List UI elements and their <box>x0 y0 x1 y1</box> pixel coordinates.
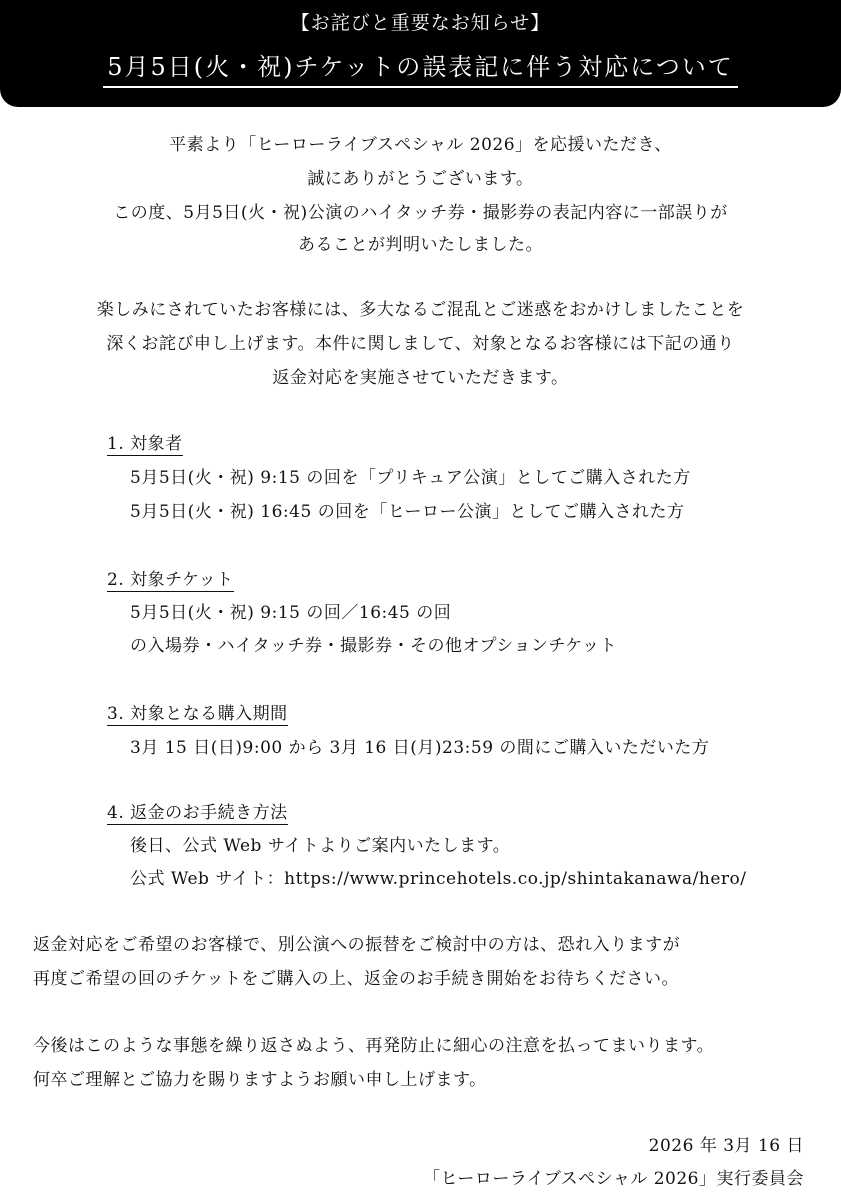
intro-line: この度、5月5日(火・祝)公演のハイタッチ券・撮影券の表記内容に一部誤りが <box>113 203 728 223</box>
apology-line: 楽しみにされていたお客様には、多大なるご混乱とご迷惑をおかけしましたことを <box>96 300 745 320</box>
header-title-wrap <box>0 48 841 88</box>
transfer-note-line: 返金対応をご希望のお客様で、別公演への振替をご検討中の方は、恐れ入りますが <box>33 935 681 955</box>
intro-line: あることが判明いたしました。 <box>298 235 543 255</box>
section-line: の入場券・ハイタッチ券・撮影券・その他オプションチケット <box>130 636 617 656</box>
notice-header <box>0 0 841 107</box>
section-title-purchase-period: 3. 対象となる購入期間 <box>107 704 288 724</box>
section-line: 5月5日(火・祝) 9:15 の回を「プリキュア公演」としてご購入された方 <box>130 468 691 488</box>
section-title-target-tickets: 2. 対象チケット <box>107 570 234 590</box>
section-line: 後日、公式 Web サイトよりご案内いたします。 <box>130 836 511 856</box>
section-line: 5月5日(火・祝) 16:45 の回を「ヒーロー公演」としてご購入された方 <box>130 502 685 522</box>
header-title: 5月5日(火・祝)チケットの誤表記に伴う対応について <box>103 48 738 88</box>
apology-line: 返金対応を実施させていただきます。 <box>272 368 569 388</box>
intro-line: 誠にありがとうございます。 <box>307 169 534 189</box>
section-line: 3月 15 日(日)9:00 から 3月 16 日(月)23:59 の間にご購入いただいた方 <box>130 738 710 758</box>
intro-line: 平素より「ヒーローライブスペシャル 2026」を応援いただき、 <box>169 135 672 155</box>
section-line: 5月5日(火・祝) 9:15 の回／16:45 の回 <box>130 603 452 623</box>
closing-line: 何卒ご理解とご協力を賜りますようお願い申し上げます。 <box>33 1070 487 1090</box>
transfer-note-line: 再度ご希望の回のチケットをご購入の上、返金のお手続き開始をお待ちください。 <box>33 969 679 989</box>
signature-organizer: 「ヒーローライブスペシャル 2026」実行委員会 <box>423 1169 804 1189</box>
section-title-refund-procedure: 4. 返金のお手続き方法 <box>107 803 288 823</box>
signature-date: 2026 年 3月 16 日 <box>648 1136 804 1156</box>
header-subtitle: 【お詫びと重要なお知らせ】 <box>290 12 551 34</box>
section-title-target-persons: 1. 対象者 <box>107 434 183 454</box>
apology-line: 深くお詫び申し上げます。本件に関しまして、対象となるお客様には下記の通り <box>106 334 735 354</box>
closing-line: 今後はこのような事態を繰り返さぬよう、再発防止に細心の注意を払ってまいります。 <box>33 1036 715 1056</box>
official-website-line[interactable]: 公式 Web サイト：https://www.princehotels.co.jp/shintakanawa/hero/ <box>130 869 747 889</box>
